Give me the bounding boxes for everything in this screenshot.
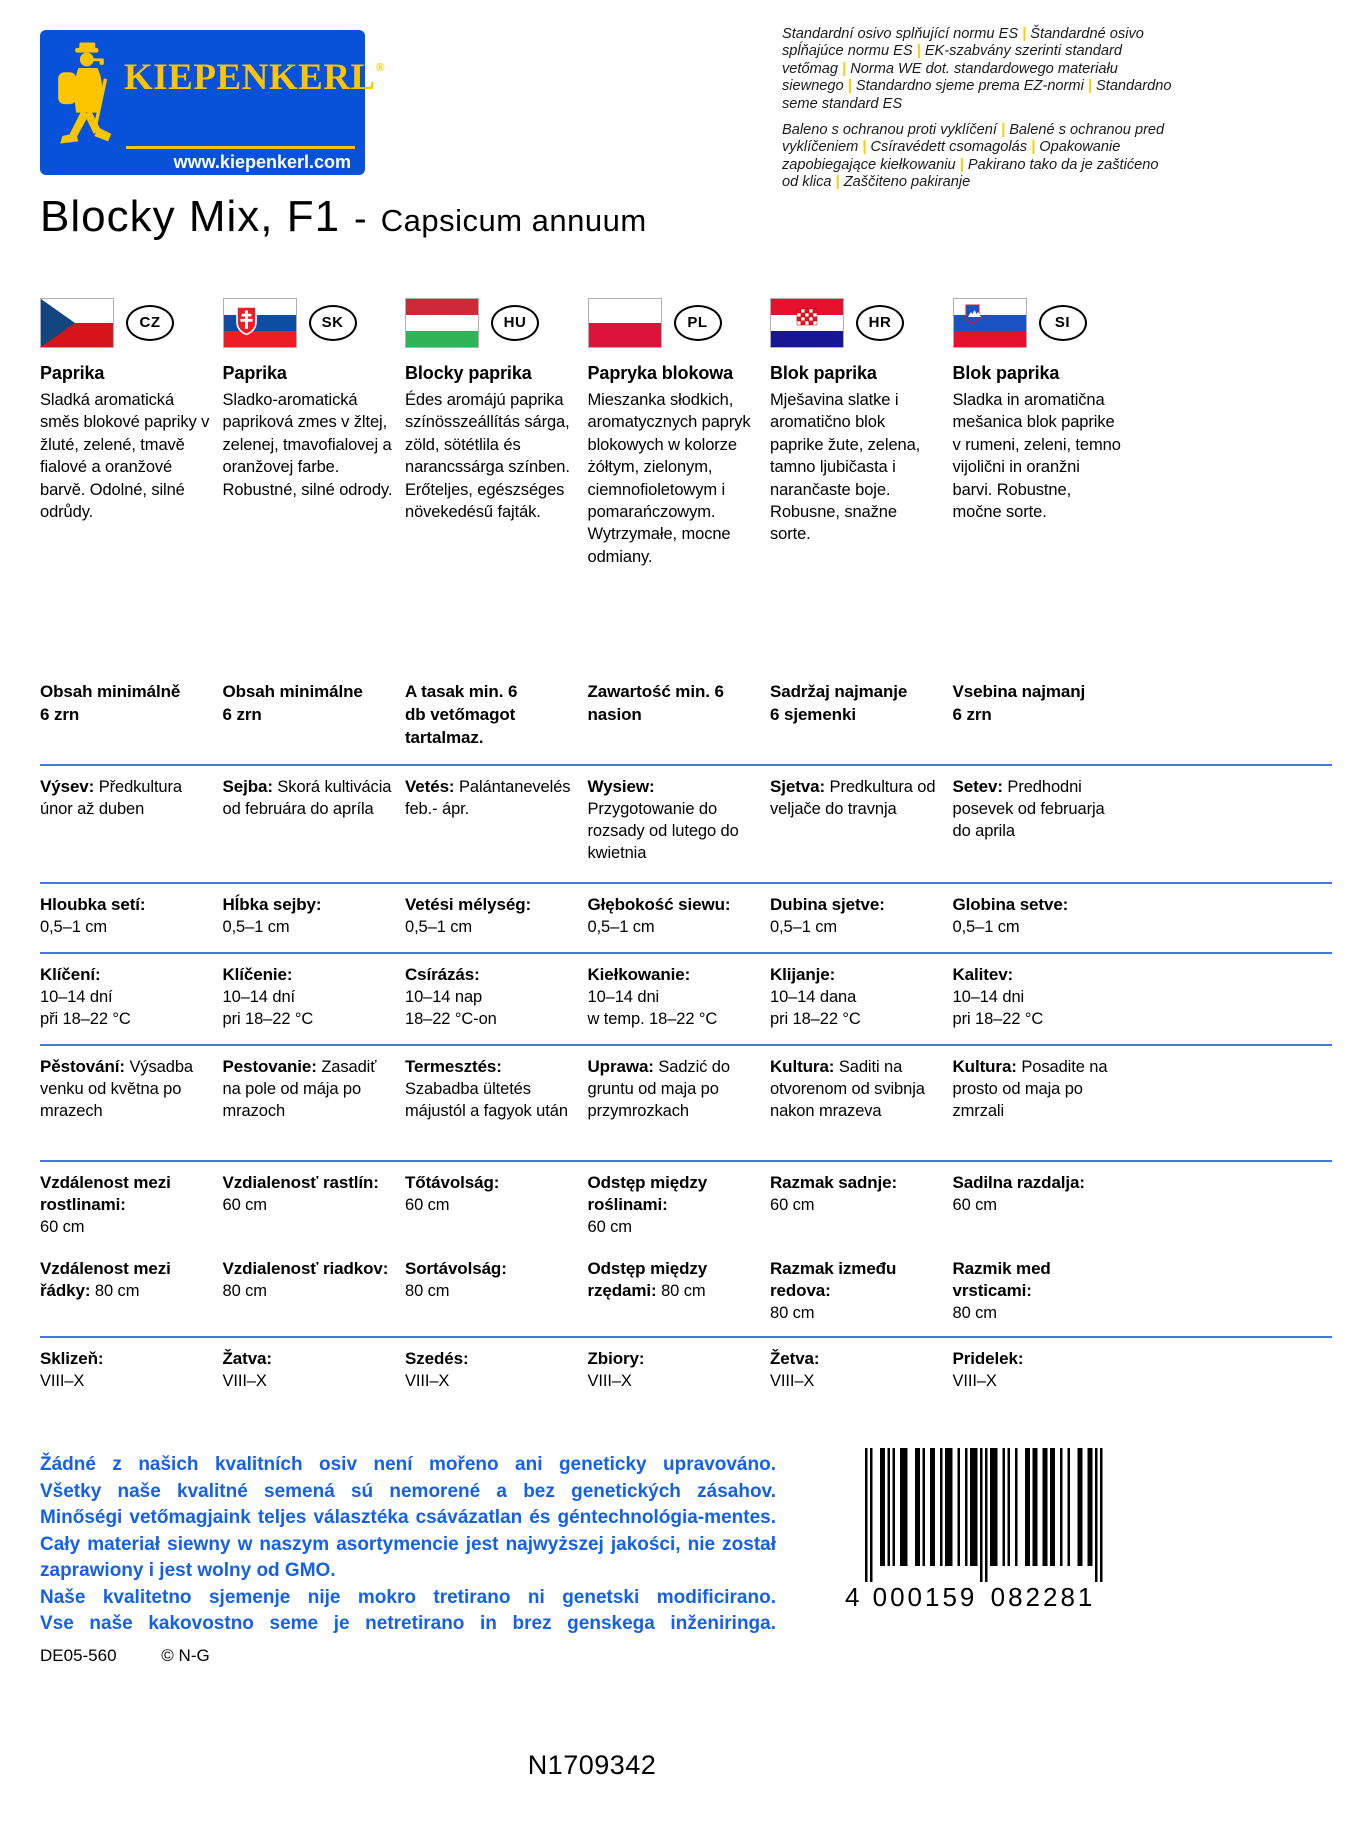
field-value: 80 cm xyxy=(222,1282,267,1300)
column-si-spacing_plants xyxy=(953,1172,1123,1216)
column-hu-planting xyxy=(405,1056,575,1122)
pl-flag-icon xyxy=(588,298,662,348)
field-label: Vetés: xyxy=(405,777,455,796)
field-value: 80 cm xyxy=(770,1304,815,1322)
sowing-depth-row xyxy=(40,894,1332,942)
field-label: Globina setve: xyxy=(952,895,1069,914)
divider xyxy=(40,1044,1332,1046)
field-label: Vetési mélység: xyxy=(405,895,532,914)
gmo-statement-block xyxy=(40,1452,776,1638)
field-value: 60 cm xyxy=(405,1196,450,1214)
column-hr-harvest xyxy=(770,1348,940,1392)
field-label: 6 zrn xyxy=(40,705,80,724)
field-label: Sadržaj najmanje xyxy=(770,682,908,701)
divider xyxy=(40,764,1332,766)
crop-description: Sladka in aromatična mešanica blok paprike v rumeni, zeleni, temno vijolični in oranžni barvi. Robustne, močne sorte. xyxy=(952,391,1121,522)
field-value: VIII–X xyxy=(40,1372,85,1390)
field-label: Obsah minimálne xyxy=(222,682,363,701)
sk-flag-icon xyxy=(223,298,297,348)
field-label: Odstęp między roślinami: xyxy=(587,1173,708,1214)
field-label: Sadilna razdalja: xyxy=(952,1173,1085,1192)
field-label: Vzdálenost mezi rostlinami: xyxy=(40,1173,171,1214)
column-sk-spacing_plants xyxy=(223,1172,393,1216)
field-value: Saditi na otvorenom od svibnja nakon mrazeva xyxy=(770,1058,925,1120)
field-label: db vetőmagot xyxy=(405,705,516,724)
hu-flag-icon xyxy=(405,298,479,348)
field-label: Setev: xyxy=(952,777,1003,796)
logo-underline xyxy=(126,146,355,149)
column-hr-spacing_plants xyxy=(770,1172,940,1216)
field-label: Zbiory: xyxy=(587,1349,645,1368)
field-value: Predkultura od veljače do travnja xyxy=(770,778,936,818)
field-label: Dubina sjetve: xyxy=(770,895,885,914)
column-sk-sowing xyxy=(223,776,393,820)
column-si-planting xyxy=(953,1056,1123,1122)
field-label: Razmik med vrsticami: xyxy=(952,1259,1051,1300)
field-value: Skorá kultivácia od februára do apríla xyxy=(222,778,392,818)
country-code-badge: HR xyxy=(856,305,904,341)
gmo-statement-line: Vse naše kakovostno seme je netretirano in brez genskega inženiringa. xyxy=(40,1613,776,1634)
column-si-harvest xyxy=(953,1348,1123,1392)
field-label: A tasak min. 6 xyxy=(405,682,518,701)
crop-description: Sladká aromatická směs blokové papriky v žluté, zelené, tmavě fialové a oranžové barvě. Odolné, silné odrůdy. xyxy=(40,391,210,522)
field-label: Pestovanie: xyxy=(222,1057,317,1076)
germination-row xyxy=(40,964,1332,1034)
language-separator: | xyxy=(1031,139,1036,156)
field-label: Hĺbka sejby: xyxy=(222,895,322,914)
column-pl-head xyxy=(588,362,758,568)
column-hu-depth xyxy=(405,894,575,938)
column-si-depth xyxy=(953,894,1123,938)
column-hu-spacing_plants xyxy=(405,1172,575,1216)
standards-note-segment: EK-szabvány szerinti standard vetőmag xyxy=(782,43,1122,77)
column-hu-harvest xyxy=(405,1348,575,1392)
column-hu-head xyxy=(405,362,575,523)
field-value: Szabadba ültetés májustól a fagyok után xyxy=(405,1080,568,1120)
field-value: při 18–22 °C xyxy=(40,1010,131,1028)
field-value: Palántanevelés feb.- ápr. xyxy=(405,778,571,818)
standards-note-paragraph xyxy=(782,122,1178,192)
field-label: Kalitev: xyxy=(952,965,1014,984)
field-value: 10–14 dní xyxy=(222,988,296,1006)
description-row xyxy=(40,362,1332,680)
column-si-germination xyxy=(953,964,1123,1030)
column-hr-head xyxy=(770,362,940,546)
field-label: Obsah minimálně xyxy=(40,682,181,701)
field-label: Razmak između redova: xyxy=(770,1259,897,1300)
column-hu-spacing_rows xyxy=(405,1258,575,1302)
field-value: 80 cm xyxy=(94,1282,140,1300)
field-value: pri 18–22 °C xyxy=(952,1010,1044,1028)
variety-name: Blocky Mix, F1 xyxy=(40,192,341,241)
field-value: 80 cm xyxy=(405,1282,450,1300)
field-value: 10–14 dní xyxy=(40,988,113,1006)
column-sk-head xyxy=(223,362,393,501)
field-label: Wysiew: xyxy=(587,777,655,796)
field-label: nasion xyxy=(587,705,642,724)
field-label: 6 zrn xyxy=(952,705,992,724)
field-label: Pridelek: xyxy=(952,1349,1024,1368)
gmo-statement-line: Všetky naše kvalitné semená sú nemorené a bez genetických zásahov. xyxy=(40,1480,776,1502)
column-sk-min_content xyxy=(223,680,393,726)
column-cz-harvest xyxy=(40,1348,210,1392)
field-value: 60 cm xyxy=(40,1218,85,1236)
column-sk-flags xyxy=(223,298,393,348)
field-label: Kultura: xyxy=(952,1057,1017,1076)
bottom-codes xyxy=(40,1646,210,1666)
column-cz-spacing_rows xyxy=(40,1258,210,1302)
column-cz-flags xyxy=(40,298,210,348)
field-value: Przygotowanie do rozsady od lutego do kwietnia xyxy=(587,800,739,862)
field-value: 60 cm xyxy=(222,1196,267,1214)
standards-note-segment: Standardno seme standard ES xyxy=(782,78,1172,112)
plant-spacing-row xyxy=(40,1172,1332,1258)
field-label: Csírázás: xyxy=(405,965,480,984)
field-value: VIII–X xyxy=(222,1372,267,1390)
crop-description: Mieszanka słodkich, aromatycznych papryk blokowych w kolorze żółtym, zielonym, ciemnofioletowym i pomarańczowym. Wytrzymałe, mocne odmiany. xyxy=(587,391,751,566)
standards-note-segment: Csíravédett csomagolás xyxy=(870,139,1028,156)
field-label: Uprawa: xyxy=(587,1057,654,1076)
field-value: 0,5–1 cm xyxy=(40,918,108,936)
field-label: Klijanje: xyxy=(770,965,836,984)
column-hr-flags xyxy=(770,298,940,348)
field-value: 60 cm xyxy=(952,1196,997,1214)
field-value: Předkultura únor až duben xyxy=(40,778,182,818)
website-url: www.kiepenkerl.com xyxy=(173,152,351,172)
column-cz-spacing_plants xyxy=(40,1172,210,1238)
divider xyxy=(40,952,1332,954)
column-hr-spacing_rows xyxy=(770,1258,940,1324)
crop-name: Paprika xyxy=(222,363,287,383)
language-separator: | xyxy=(959,156,964,173)
language-separator: | xyxy=(862,139,867,156)
divider xyxy=(40,1336,1332,1338)
column-pl-germination xyxy=(588,964,758,1030)
field-value: 10–14 dni xyxy=(952,988,1025,1006)
field-label: Vzdálenost mezi řádky: xyxy=(40,1259,171,1300)
field-value: 10–14 dni xyxy=(587,988,660,1006)
field-value: VIII–X xyxy=(770,1372,815,1390)
field-label: Głębokość siewu: xyxy=(587,895,731,914)
field-value: VIII–X xyxy=(952,1372,997,1390)
language-separator: | xyxy=(835,174,840,191)
standards-note-paragraph xyxy=(782,26,1178,113)
column-pl-flags xyxy=(588,298,758,348)
copyright-mark: © N-G xyxy=(161,1646,210,1665)
field-value: 0,5–1 cm xyxy=(587,918,655,936)
standards-note-segment: Standardní osivo splňující normu ES xyxy=(782,26,1019,42)
column-hu-sowing xyxy=(405,776,575,820)
sowing-row xyxy=(40,776,1332,872)
field-value: 10–14 nap xyxy=(405,988,483,1006)
planting-out-row xyxy=(40,1056,1332,1150)
field-label: tartalmaz. xyxy=(405,728,484,747)
field-value: VIII–X xyxy=(587,1372,632,1390)
field-value: pri 18–22 °C xyxy=(770,1010,861,1028)
divider xyxy=(40,882,1332,884)
standards-note-segment: Balené s ochranou pred vyklíčeniem xyxy=(782,122,1165,156)
field-value: VIII–X xyxy=(405,1372,450,1390)
field-label: Vzdialenosť rastlín: xyxy=(222,1173,379,1192)
standards-note-segment: Norma WE dot. standardowego materiału siewnego xyxy=(782,60,1118,95)
field-label: Zawartość min. 6 xyxy=(587,682,724,701)
country-code-badge: HU xyxy=(491,305,539,341)
column-si-spacing_rows xyxy=(953,1258,1123,1324)
column-cz-depth xyxy=(40,894,210,938)
country-code-badge: PL xyxy=(674,305,722,341)
column-hr-min_content xyxy=(770,680,940,726)
field-value: Posadite na prosto od maja po zmrzali xyxy=(952,1058,1108,1120)
ean-barcode xyxy=(843,1448,1105,1612)
svg-text:000159: 000159 xyxy=(872,1582,978,1612)
field-label: Hloubka setí: xyxy=(40,895,146,914)
field-value: 60 cm xyxy=(587,1218,632,1236)
language-separator: | xyxy=(847,78,852,95)
column-pl-min_content xyxy=(588,680,758,726)
column-si-sowing xyxy=(953,776,1123,842)
svg-text:082281: 082281 xyxy=(990,1582,1096,1612)
seed-count-row xyxy=(40,680,1332,754)
column-cz-germination xyxy=(40,964,210,1030)
field-label: Sortávolság: xyxy=(405,1259,507,1278)
field-label: Sejba: xyxy=(222,777,273,796)
gmo-statement-line: Cały materiał siewny w naszym asortymencie jest najwyższej jakości, nie został zaprawiony i jest wolny od GMO. xyxy=(40,1533,776,1581)
field-value: Predhodni posevek od februarja do aprila xyxy=(952,778,1105,840)
column-cz-planting xyxy=(40,1056,210,1122)
field-label: Kiełkowanie: xyxy=(587,965,691,984)
field-value: 0,5–1 cm xyxy=(405,918,473,936)
column-pl-harvest xyxy=(588,1348,758,1392)
language-separator: | xyxy=(1001,122,1006,139)
column-sk-germination xyxy=(223,964,393,1030)
field-value: 0,5–1 cm xyxy=(222,918,290,936)
field-label: Žatva: xyxy=(222,1349,272,1368)
field-label: Vsebina najmanj xyxy=(952,682,1086,701)
svg-text:4: 4 xyxy=(845,1582,860,1612)
field-label: Razmak sadnje: xyxy=(770,1173,898,1192)
standards-note-segment: Standardno sjeme prema EZ-normi xyxy=(855,78,1084,95)
crop-name: Blok paprika xyxy=(770,363,877,383)
column-si-min_content xyxy=(953,680,1123,726)
si-flag-icon xyxy=(953,298,1027,348)
kiepenkerl-logo xyxy=(40,30,386,175)
divider xyxy=(40,1160,1332,1162)
harvest-row xyxy=(40,1348,1332,1398)
field-value: 0,5–1 cm xyxy=(770,918,838,936)
column-hu-germination xyxy=(405,964,575,1030)
crop-name: Blocky paprika xyxy=(405,363,532,383)
field-value: 18–22 °C-on xyxy=(405,1010,497,1028)
field-label: 6 sjemenki xyxy=(770,705,856,724)
column-sk-spacing_rows xyxy=(223,1258,393,1302)
crop-description: Édes aromájú paprika színösszeállítás sárga, zöld, sötétlila és narancssárga színben. Erőteljes, egészséges növekedésű fajták. xyxy=(405,391,570,522)
title-dash: - xyxy=(354,198,367,240)
field-value: pri 18–22 °C xyxy=(222,1010,314,1028)
column-hr-sowing xyxy=(770,776,940,820)
standards-note-segment: Baleno s ochranou proti vyklíčení xyxy=(782,122,997,139)
standards-notes xyxy=(782,26,1178,201)
standards-note-segment: Štandardné osivo spĺňajúce normu ES xyxy=(782,26,1144,60)
standards-note-segment: Zaščiteno pakiranje xyxy=(843,174,971,191)
crop-name: Blok paprika xyxy=(952,363,1060,383)
column-cz-sowing xyxy=(40,776,210,820)
field-value: Zasadiť na pole od mája po mrazoch xyxy=(222,1058,377,1120)
field-value: 80 cm xyxy=(952,1304,997,1322)
field-label: Žetva: xyxy=(770,1349,820,1368)
standards-note-segment: Opakowanie zapobiegające kiełkowaniu xyxy=(782,139,1121,173)
hr-flag-icon xyxy=(770,298,844,348)
standards-note-segment: Pakirano tako da je zaštićeno od klica xyxy=(782,156,1159,191)
field-value: w temp. 18–22 °C xyxy=(587,1010,718,1028)
field-label: Sjetva: xyxy=(770,777,826,796)
column-cz-min_content xyxy=(40,680,210,726)
flags-row xyxy=(40,298,1332,362)
field-label: Pěstování: xyxy=(40,1057,125,1076)
field-label: Vzdialenosť riadkov: xyxy=(222,1259,389,1278)
column-si-head xyxy=(953,362,1123,523)
field-value: 0,5–1 cm xyxy=(952,918,1020,936)
country-code-badge: CZ xyxy=(126,305,174,341)
brand-name: KIEPENKERL® xyxy=(124,57,386,98)
field-label: Termesztés: xyxy=(405,1057,502,1076)
page-title xyxy=(40,192,647,242)
botanical-name: Capsicum annuum xyxy=(380,203,647,238)
crop-name: Paprika xyxy=(40,363,105,383)
column-sk-depth xyxy=(223,894,393,938)
language-separator: | xyxy=(1022,26,1027,42)
gmo-statement-line: Naše kvalitetno sjemenje nije mokro tretirano ni genetski modificirano. xyxy=(40,1586,776,1608)
column-hu-flags xyxy=(405,298,575,348)
column-sk-harvest xyxy=(223,1348,393,1392)
country-code-badge: SK xyxy=(309,305,357,341)
gmo-statement-line: Minőségi vetőmagjaink teljes választéka csávázatlan és géntechnológia-mentes. xyxy=(40,1507,776,1528)
language-separator: | xyxy=(842,60,847,77)
column-pl-depth xyxy=(588,894,758,938)
column-pl-sowing xyxy=(588,776,758,864)
kiepenkerl-peddler-icon xyxy=(56,40,124,164)
column-sk-planting xyxy=(223,1056,393,1122)
field-label: Výsev: xyxy=(40,777,95,796)
field-label: Klíčenie: xyxy=(222,965,293,984)
language-columns-table xyxy=(40,298,1332,1398)
gmo-statement-line: Žádné z našich kvalitních osiv není mořeno ani geneticky upravováno. xyxy=(40,1454,776,1475)
crop-description: Mješavina slatke i aromatično blok paprike žute, zelena, tamno ljubičasta i narančaste boje. Robusne, snažne sorte. xyxy=(770,391,921,544)
field-value: 10–14 dana xyxy=(770,988,857,1006)
column-hu-min_content xyxy=(405,680,575,749)
column-hr-depth xyxy=(770,894,940,938)
column-pl-spacing_rows xyxy=(588,1258,758,1302)
field-label: Tőtávolság: xyxy=(405,1173,500,1192)
batch-code: DE05-560 xyxy=(40,1646,117,1665)
column-hr-germination xyxy=(770,964,940,1030)
column-cz-head xyxy=(40,362,210,523)
field-label: Kultura: xyxy=(770,1057,835,1076)
field-label: 6 zrn xyxy=(222,705,262,724)
country-code-badge: SI xyxy=(1039,305,1087,341)
column-si-flags xyxy=(953,298,1123,348)
crop-name: Papryka blokowa xyxy=(587,363,734,383)
field-value: Sadzić do gruntu od maja po przymrozkach xyxy=(587,1058,730,1120)
crop-description: Sladko-aromatická papriková zmes v žltej, zelenej, tmavofialovej a oranžovej farbe. Robustné, silné odrody. xyxy=(222,391,393,499)
row-spacing-row xyxy=(40,1258,1332,1326)
language-separator: | xyxy=(1087,78,1092,95)
column-hr-planting xyxy=(770,1056,940,1122)
cz-flag-icon xyxy=(40,298,114,348)
field-label: Odstęp między rzędami: xyxy=(587,1259,708,1300)
registered-mark: ® xyxy=(375,60,386,74)
field-label: Szedés: xyxy=(405,1349,469,1368)
field-label: Sklizeň: xyxy=(40,1349,104,1368)
column-pl-planting xyxy=(588,1056,758,1122)
reference-number: N1709342 xyxy=(527,1750,657,1780)
field-value: 60 cm xyxy=(770,1196,815,1214)
column-pl-spacing_plants xyxy=(588,1172,758,1238)
field-value: 80 cm xyxy=(661,1282,706,1300)
language-separator: | xyxy=(916,43,921,60)
field-value: Výsadba venku od května po mrazech xyxy=(40,1058,193,1120)
field-label: Klíčení: xyxy=(40,965,101,984)
